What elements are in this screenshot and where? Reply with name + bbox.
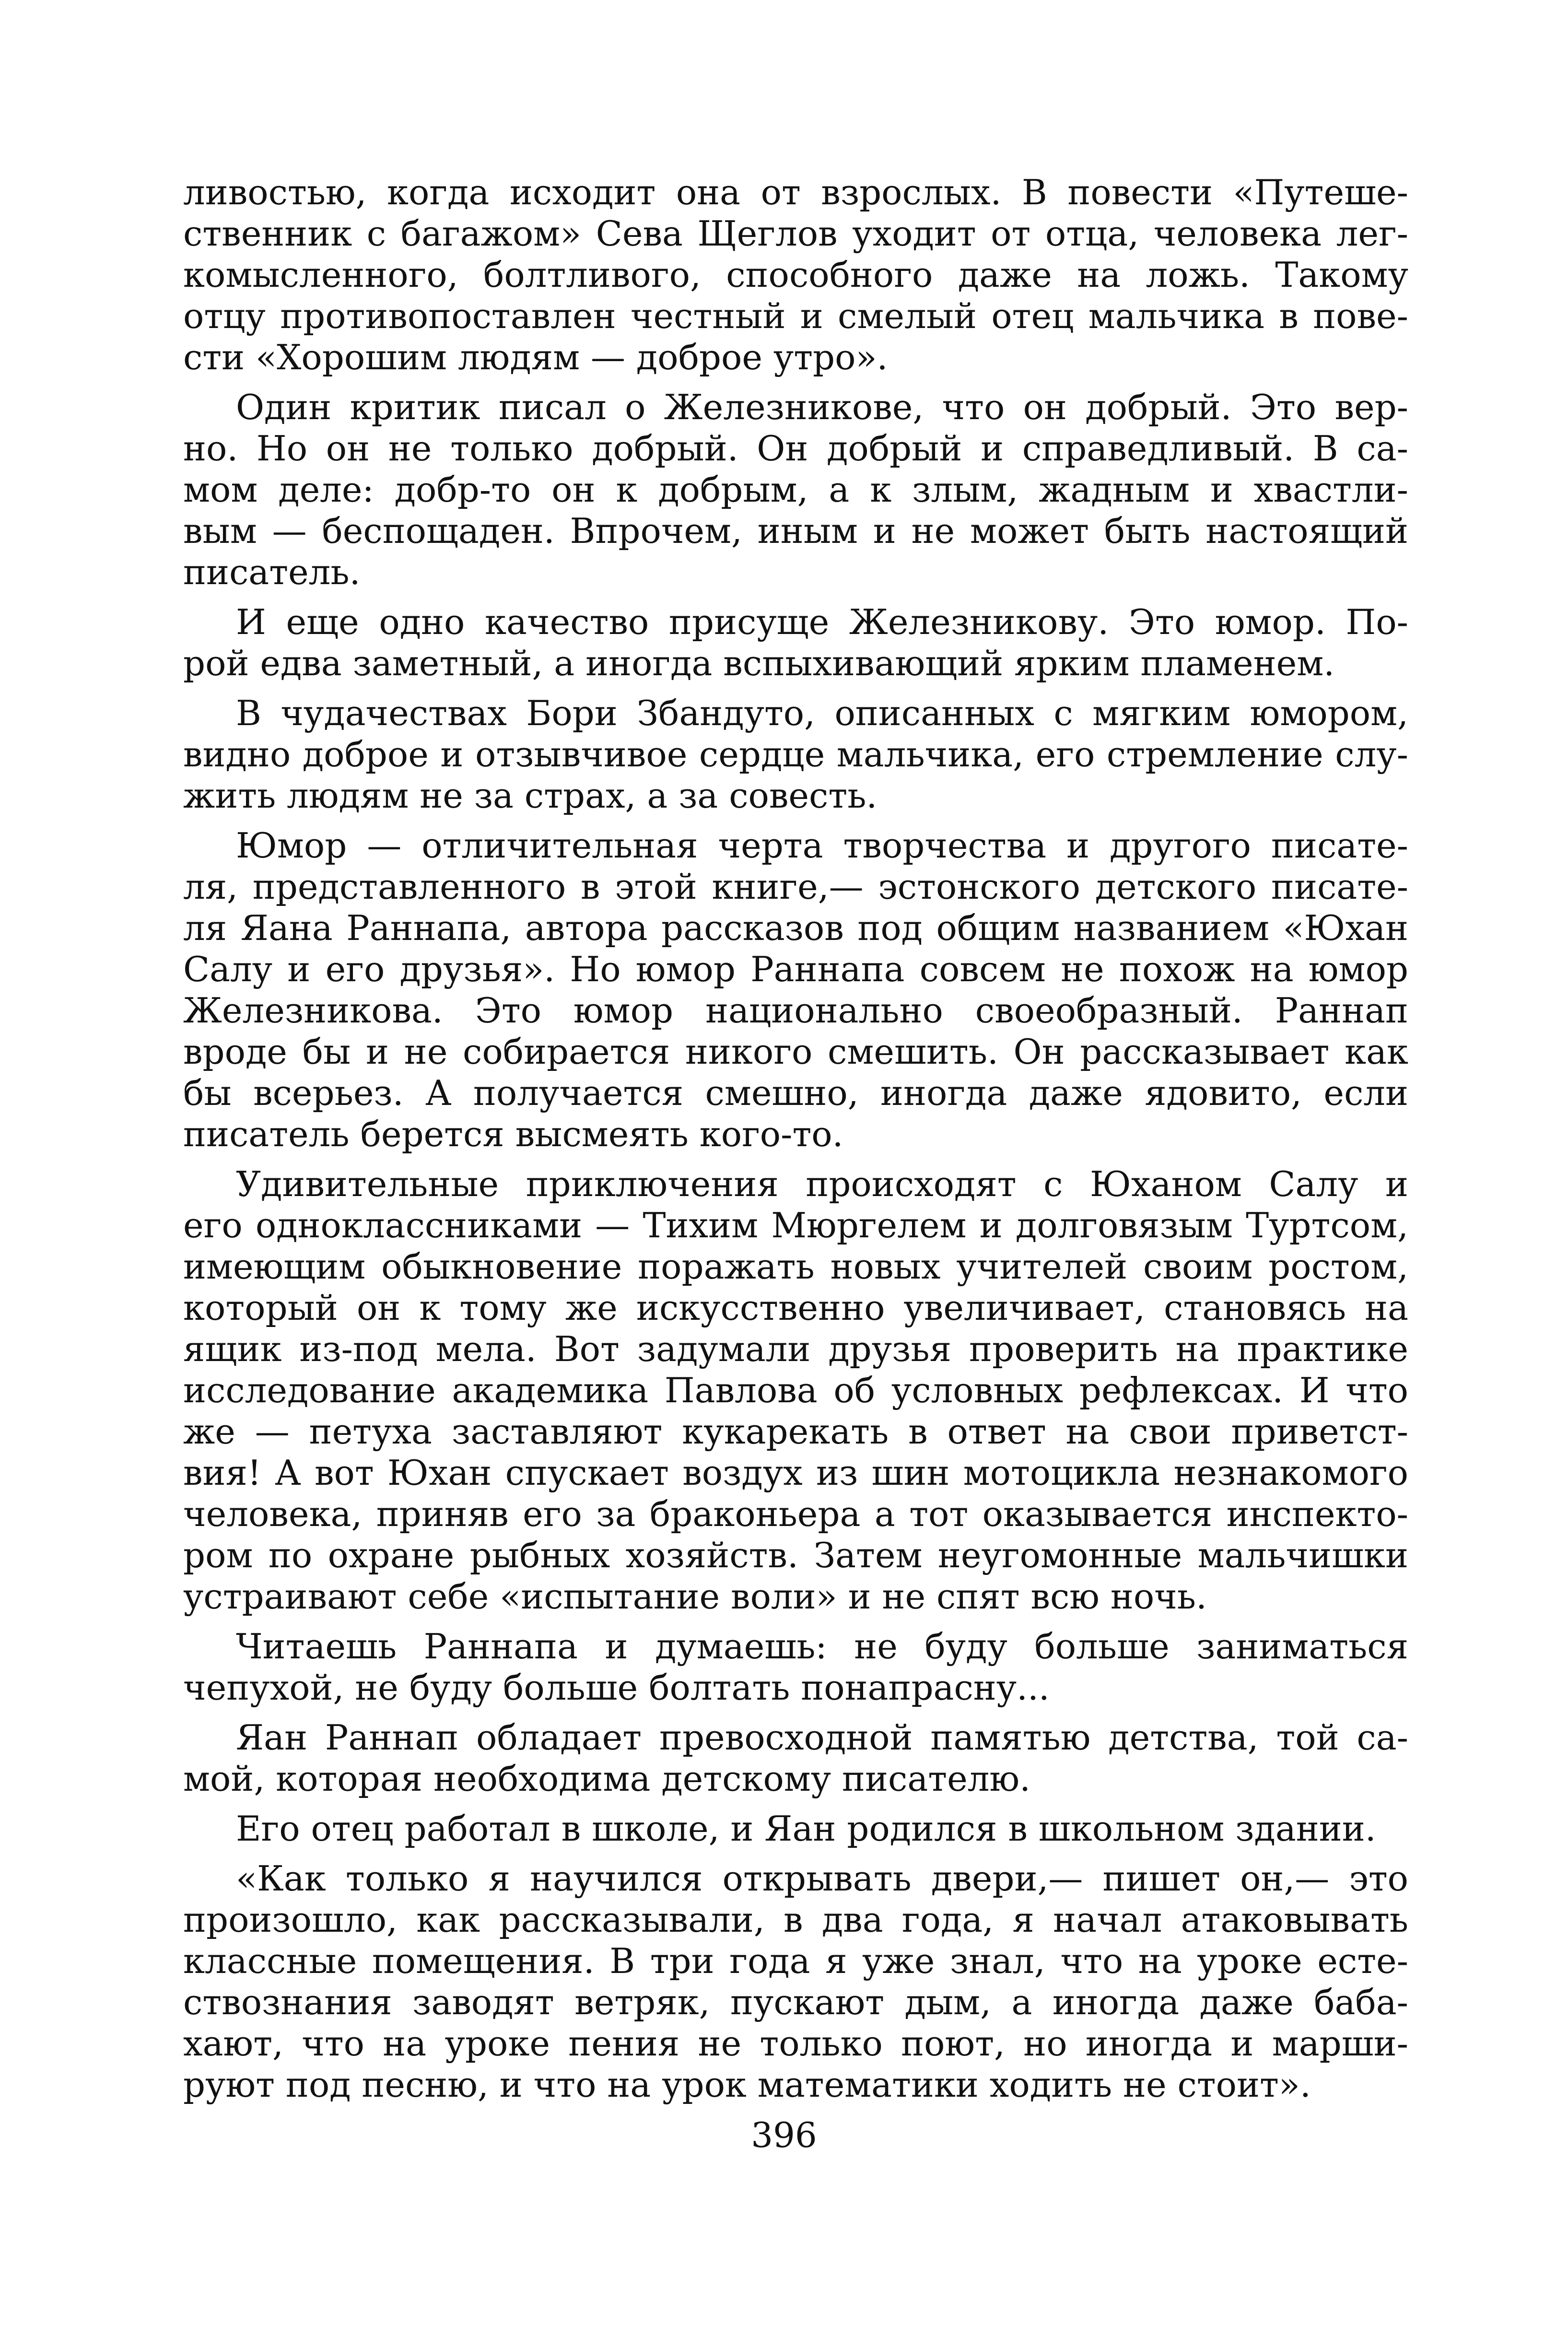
- text-line: комысленного, болтливого, способного даже на ложь. Такому: [183, 255, 1408, 295]
- text-line: вия! А вот Юхан спускает воздух из шин мотоцикла незнакомого: [183, 1453, 1408, 1493]
- text-line: хают, что на уроке пения не только поют, но иногда и марши-: [183, 2023, 1408, 2064]
- text-line: рой едва заметный, а иногда вспыхивающий ярким пламенем.: [183, 643, 1335, 683]
- text-line: произошло, как рассказывали, в два года, я начал атаковывать: [183, 1900, 1408, 1940]
- paragraph: [183, 825, 1408, 1155]
- paragraph: [183, 1858, 1408, 2105]
- text-line: Юмор — отличительная черта творчества и другого писате-: [236, 825, 1408, 866]
- paragraph: [183, 387, 1408, 593]
- text-line: ром по охране рыбных хозяйств. Затем неугомонные мальчишки: [183, 1535, 1408, 1575]
- paragraph: [183, 1717, 1408, 1799]
- text-line: писатель берется высмеять кого-то.: [183, 1114, 843, 1154]
- text-line: же — петуха заставляют кукарекать в ответ на свои приветст-: [183, 1411, 1408, 1452]
- text-line: который он к тому же искусственно увеличивает, становясь на: [183, 1288, 1408, 1328]
- page-body: [183, 172, 1408, 2114]
- text-line: ственник с багажом» Сева Щеглов уходит от отца, человека лег-: [183, 213, 1408, 254]
- text-line: но. Но он не только добрый. Он добрый и справедливый. В са-: [183, 428, 1408, 469]
- text-line: жить людям не за страх, а за совесть.: [183, 775, 878, 816]
- paragraph: [183, 172, 1408, 378]
- text-line: классные помещения. В три года я уже знал, что на уроке есте-: [183, 1941, 1408, 1981]
- text-line: Читаешь Раннапа и думаешь: не буду больше заниматься: [236, 1626, 1408, 1667]
- text-line: Один критик писал о Железникове, что он добрый. Это вер-: [236, 387, 1408, 427]
- text-line: исследование академика Павлова об условных рефлексах. И что: [183, 1370, 1408, 1410]
- text-line: бы всерьез. А получается смешно, иногда даже ядовито, если: [183, 1073, 1408, 1113]
- text-line: чепухой, не буду больше болтать понапрасну...: [183, 1667, 1050, 1708]
- paragraph: [183, 1163, 1408, 1617]
- paragraph: [183, 1626, 1408, 1708]
- text-line: Железникова. Это юмор национально своеобразный. Раннап: [183, 990, 1408, 1031]
- text-line: ливостью, когда исходит она от взрослых. В повести «Путеше-: [183, 172, 1408, 212]
- text-line: мой, которая необходима детскому писателю.: [183, 1759, 1031, 1799]
- text-line: видно доброе и отзывчивое сердце мальчика, его стремление слу-: [183, 734, 1408, 775]
- text-line: мом деле: добр-то он к добрым, а к злым, жадным и хвастли-: [183, 470, 1408, 510]
- text-line: вроде бы и не собирается никого смешить. Он рассказывает как: [183, 1032, 1408, 1072]
- text-line: его одноклассниками — Тихим Мюргелем и долговязым Туртсом,: [183, 1205, 1408, 1245]
- text-line: сти «Хорошим людям — доброе утро».: [183, 337, 888, 377]
- paragraph: [183, 693, 1408, 816]
- text-line: ля Яана Раннапа, автора рассказов под общим названием «Юхан: [183, 908, 1408, 948]
- text-line: Яан Раннап обладает превосходной памятью детства, той са-: [236, 1717, 1408, 1758]
- text-line: человека, приняв его за браконьера а тот оказывается инспекто-: [183, 1494, 1408, 1534]
- text-line: ящик из-под мела. Вот задумали друзья проверить на практике: [183, 1329, 1408, 1369]
- paragraph: [183, 601, 1408, 684]
- text-line: Салу и его друзья». Но юмор Раннапа совсем не похож на юмор: [183, 949, 1408, 989]
- text-line: писатель.: [183, 552, 361, 592]
- text-line: отцу противопоставлен честный и смелый отец мальчика в пове-: [183, 296, 1408, 336]
- text-line: Удивительные приключения происходят с Юханом Салу и: [236, 1164, 1408, 1204]
- text-line: «Как только я научился открывать двери,— пишет он,— это: [236, 1858, 1408, 1899]
- text-line: ствознания заводят ветряк, пускают дым, а иногда даже баба-: [183, 1982, 1408, 2022]
- text-line: руют под песню, и что на урок математики ходить не стоит».: [183, 2065, 1311, 2105]
- text-line: ля, представленного в этой книге,— эстонского детского писате-: [183, 867, 1408, 907]
- text-line: И еще одно качество присуще Железникову. Это юмор. По-: [236, 602, 1408, 642]
- text-line: имеющим обыкновение поражать новых учителей своим ростом,: [183, 1246, 1408, 1287]
- paragraph: [183, 1808, 1408, 1849]
- text-line: Его отец работал в школе, и Яан родился в школьном здании.: [236, 1808, 1376, 1849]
- text-line: устраивают себе «испытание воли» и не спят всю ночь.: [183, 1576, 1207, 1617]
- page-number: 396: [751, 2115, 817, 2155]
- text-line: В чудачествах Бори Збандуто, описанных с мягким юмором,: [236, 693, 1408, 733]
- text-line: вым — беспощаден. Впрочем, иным и не может быть настоящий: [183, 511, 1408, 551]
